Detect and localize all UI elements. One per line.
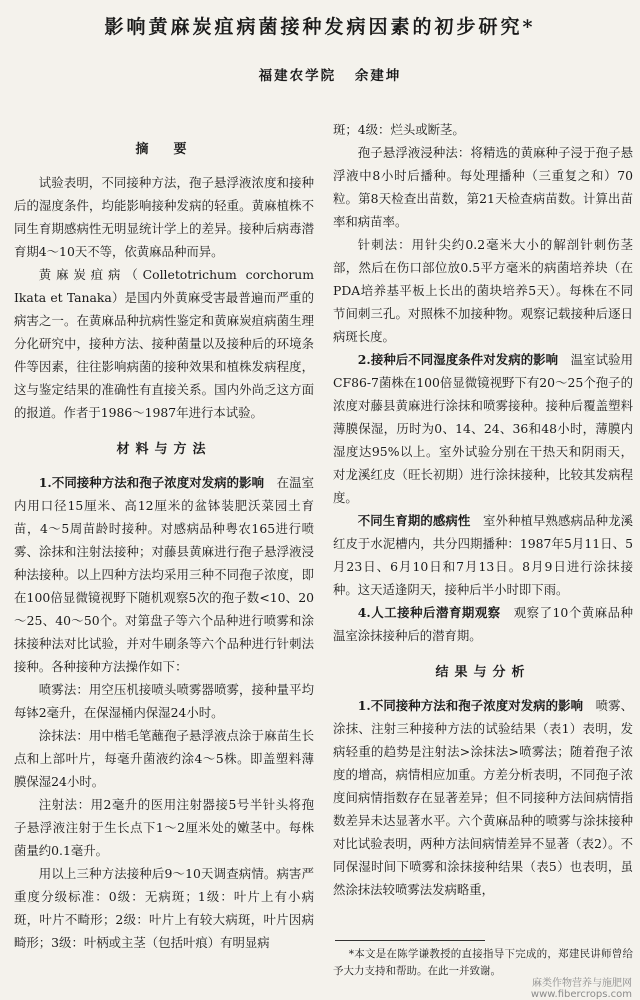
needle-method: 针刺法：用针尖约0.2毫米大小的解剖针刺伤茎部，然后在伤口部位放0.5平方毫米的病菌培养块（在PDA培养基平板上长出的菌块培养5天）。每株在不同节间刺三孔。对照株不加接种物。观察记载接种后逐日病斑长度。 bbox=[333, 237, 633, 344]
grade-continuation: 斑；4级：烂头或断茎。 bbox=[333, 122, 465, 137]
section-2-title: 2.接种后不同湿度条件对发病的影响 bbox=[357, 352, 559, 367]
left-column bbox=[14, 128, 314, 954]
smear-method: 涂抹法：用中楷毛笔蘸孢子悬浮液点涂于麻苗生长点和上部叶片，每毫升菌液约涂4～5株。即盖塑料薄膜保湿24小时。 bbox=[14, 728, 314, 789]
seed-soak-method: 孢子悬浮液浸种法：将精选的黄麻种子浸于孢子悬浮液中8小时后播种。每处理播种（三重复之和）70粒。第8天检查出苗数，第21天检查病苗数。计算出苗率和病苗率。 bbox=[333, 145, 633, 229]
intro-paragraph: 黄麻炭疽病（Colletotrichum corchorum Ikata et Tanaka）是国内外黄麻受害最普遍而严重的病害之一。在黄麻品种抗病性鉴定和黄麻炭疽病菌生理分化研究中，接种方法、接种菌量以及接种后的环境条件等因素，往往影响病菌的接种效果和植株发病程度，这与鉴定结果的准确性有直接关系。国内外尚乏这方面的报道。作者于1986～1987年进行本试验。 bbox=[14, 267, 314, 420]
section-3-body: 室外种植早熟感病品种龙溪红皮于水泥槽内，共分四期播种：1987年5月11日、5月23日、6月10日和7月13日。8月9日进行涂抹接种。这天适逢阴天，接种后半小时即下雨。 bbox=[333, 513, 634, 597]
results-heading: 结果与分析 bbox=[435, 665, 531, 680]
section-4-title: 4.人工接种后潜育期观察 bbox=[357, 605, 501, 620]
right-column bbox=[333, 118, 633, 901]
section-4-paragraph bbox=[333, 601, 633, 647]
watermark-line-1: 麻类作物营养与施肥网 bbox=[532, 978, 632, 989]
section-3-title: 不同生育期的感病性 bbox=[357, 513, 471, 528]
author-org: 福建农学院 bbox=[258, 68, 337, 84]
author-name: 余建坤 bbox=[354, 68, 402, 84]
abstract-heading: 摘 要 bbox=[135, 142, 193, 157]
section-3-paragraph bbox=[333, 509, 633, 601]
spray-method: 喷雾法：用空压机接喷头喷雾器喷雾，接种量平均每钵2毫升，在保湿桶内保湿24小时。 bbox=[14, 682, 314, 720]
section-2-paragraph bbox=[333, 348, 633, 509]
footnote: *本文是在陈学谦教授的直接指导下完成的，郑建民讲师曾给予大力支持和帮助。在此一并致谢。 bbox=[333, 948, 633, 977]
results-1-paragraph bbox=[333, 694, 633, 901]
site-watermark bbox=[531, 978, 632, 1000]
watermark-line-2: www.fibercrops.com bbox=[530, 989, 632, 1000]
materials-heading: 材料与方法 bbox=[116, 442, 212, 457]
inject-method: 注射法：用2毫升的医用注射器接5号半针头将孢子悬浮液注射于生长点下1～2厘米处的嫩茎中。每株菌量约0.1毫升。 bbox=[14, 797, 314, 858]
author-line bbox=[0, 64, 640, 84]
results-1-title: 1.不同接种方法和孢子浓度对发病的影响 bbox=[357, 698, 584, 713]
section-4-body: 观察了10个黄麻品种温室涂抹接种后的潜育期。 bbox=[333, 605, 634, 643]
footnote-divider bbox=[335, 940, 485, 941]
results-1-body: 喷雾、涂抹、注射三种接种方法的试验结果（表1）表明，发病轻重的趋势是注射法>涂抹法>喷雾法；随着孢子浓度的增高，病情相应加重。方差分析表明，不同孢子浓度间病情指数存在显著差异；但不同接种方法间病情指数差异未达显著水平。六个黄麻品种的喷雾与涂抹接种对比试验表明，两种方法间病情差异不显著（表2）。不同保湿时间下喷雾和涂抹接种结果（表5）也表明，虽然涂抹法较喷雾法发病略重， bbox=[333, 698, 634, 897]
section-1-body: 在温室内用口径15厘米、高12厘米的盆钵装肥沃菜园土育苗，4～5周苗龄时接种。对感病品种粤农165进行喷雾、涂抹和注射法接种；对藤县黄麻进行孢子悬浮液浸种法接种。以上四种方法均采用三种不同孢子浓度，即在100倍显微镜视野下随机观察5次的孢子数<10、20～25、40～50个。对第盘子等六个品种进行喷雾和涂抹接种法对比试验，并对牛刷条等六个品种进行针刺法接种。各种接种方法操作如下： bbox=[14, 475, 315, 674]
abstract-paragraph: 试验表明，不同接种方法，孢子悬浮液浓度和接种后的湿度条件，均能影响接种发病的轻重。黄麻植株不同生育期感病性无明显统计学上的差异。接种后病毒潜育期4～10天不等，依黄麻品种而异。 bbox=[14, 175, 314, 259]
section-1-title: 1.不同接种方法和孢子浓度对发病的影响 bbox=[38, 475, 265, 490]
paper-title: 影响黄麻炭疽病菌接种发病因素的初步研究* bbox=[104, 16, 536, 38]
survey-paragraph: 用以上三种方法接种后9～10天调查病情。病害严重度分级标准：0级：无病斑；1级：叶片上有小病斑，叶片不畸形；2级：叶片上有较大病斑，叶片因病畸形；3级：叶柄或主茎（包括叶痕）有明显病 bbox=[14, 866, 314, 950]
section-1-paragraph bbox=[14, 471, 314, 678]
section-2-body: 温室试验用CF86-7菌株在100倍显微镜视野下有20～25个孢子的浓度对藤县黄麻进行涂抹和喷雾接种。接种后覆盖塑料薄膜保湿，历时为0、14、24、36和48小时，薄膜内湿度达95%以上。室外试验分别在干热天和阴雨天，对龙溪红皮（旺长初期）进行涂抹接种，比较其发病程度。 bbox=[333, 352, 634, 505]
